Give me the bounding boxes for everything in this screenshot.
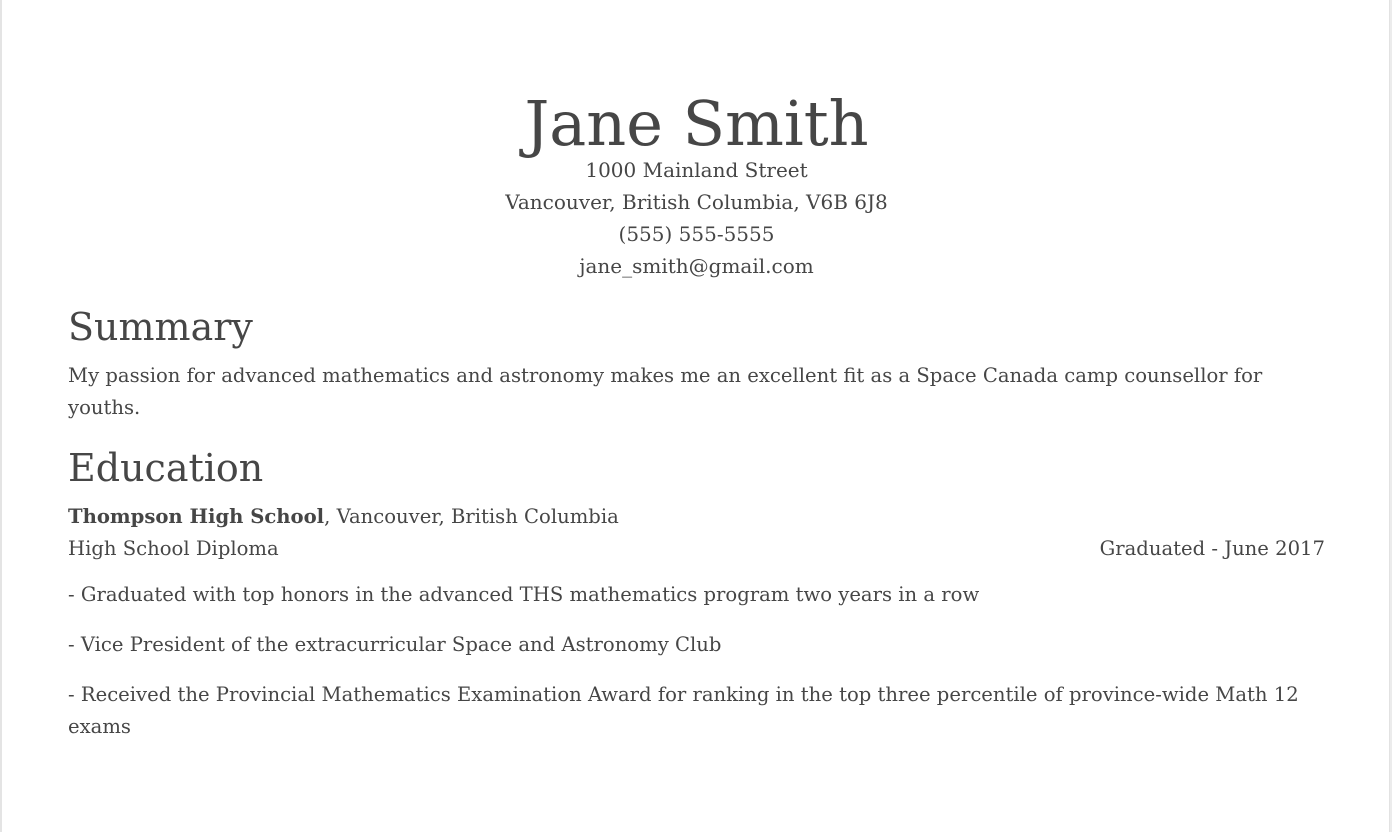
school-line (68, 501, 619, 533)
graduation-date: Graduated - June 2017 (1099, 537, 1325, 560)
education-section (68, 443, 1325, 743)
candidate-name: Jane Smith (524, 87, 869, 160)
list-item: - Received the Provincial Mathematics Examination Award for ranking in the top three percentile of province-wide Math 12 exams (68, 683, 1299, 738)
contact-email: jane_smith@gmail.com (579, 254, 814, 278)
summary-text: My passion for advanced mathematics and astronomy makes me an excellent fit as a Space Canada camp counsellor for youths. (68, 364, 1263, 419)
contact-phone: (555) 555-5555 (618, 222, 775, 246)
credential-row (68, 533, 1325, 565)
contact-street: 1000 Mainland Street (585, 158, 808, 182)
resume-header (68, 0, 1325, 282)
summary-heading: Summary (68, 305, 253, 349)
page-edge-left (0, 0, 2, 832)
education-entry (68, 501, 1325, 743)
credential: High School Diploma (68, 537, 279, 560)
summary-section (68, 302, 1325, 424)
resume-document (68, 0, 1325, 761)
achievement-list (68, 579, 1325, 743)
school-location: , Vancouver, British Columbia (324, 505, 619, 528)
school-row (68, 501, 1325, 533)
list-item: - Vice President of the extracurricular Space and Astronomy Club (68, 633, 722, 656)
contact-city: Vancouver, British Columbia, V6B 6J8 (505, 190, 888, 214)
school-name: Thompson High School (68, 505, 325, 528)
education-heading: Education (68, 446, 264, 490)
list-item: - Graduated with top honors in the advanced THS mathematics program two years in a row (68, 583, 980, 606)
